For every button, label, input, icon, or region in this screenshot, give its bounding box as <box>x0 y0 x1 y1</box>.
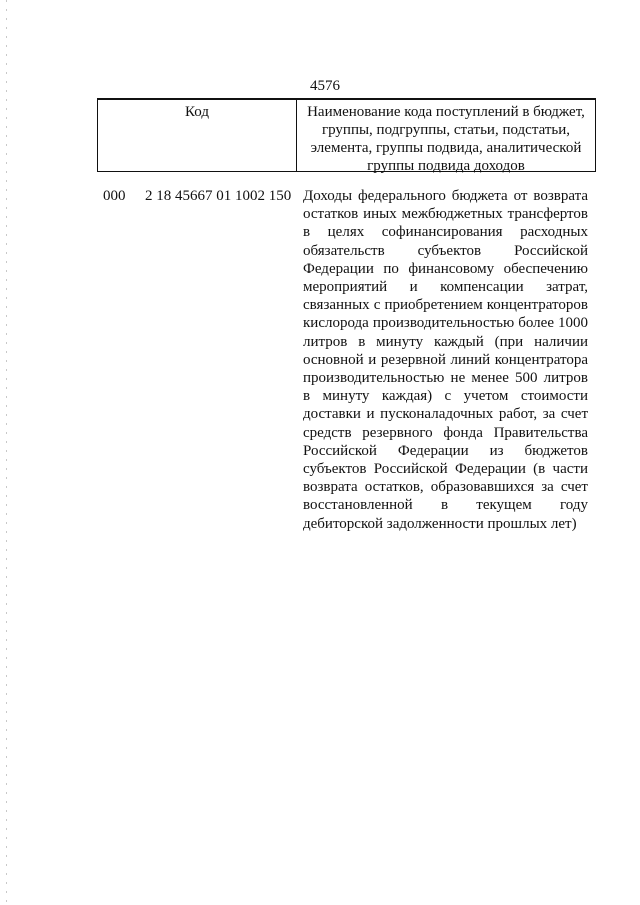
admin-code: 000 <box>103 188 126 204</box>
header-code-label: Код <box>98 100 297 171</box>
page-edge-marks <box>6 0 7 905</box>
header-name-label: Наименование кода поступлений в бюджет, группы, подгруппы, статьи, подстатьи, элемента, группы подвида, аналитической группы подвида доходов <box>307 104 585 174</box>
page-number: 4576 <box>310 78 340 94</box>
income-description: Доходы федерального бюджета от возврата остатков иных межбюджетных трансфертов в целях софинансирования расходных обязательств субъектов Российской Федерации по финансовому обеспечению мероприятий и компенсации затрат, связанных с приобретением концентраторов кислорода производительностью более 1000 литров в минуту каждый (при наличии основной и резервной линий концентратора производительностью не менее 500 литров в минуту каждая) с учетом стоимости доставки и пусконаладочных работ, за счет средств резервного фонда Правительства Российской Федерации из бюджетов субъектов Российской Федерации (в части возврата остатков, образовавшихся за счет восстановленной в текущем году дебиторской задолженности прошлых лет) <box>303 188 588 532</box>
income-code: 2 18 45667 01 1002 150 <box>145 188 292 204</box>
table-header <box>97 98 596 172</box>
